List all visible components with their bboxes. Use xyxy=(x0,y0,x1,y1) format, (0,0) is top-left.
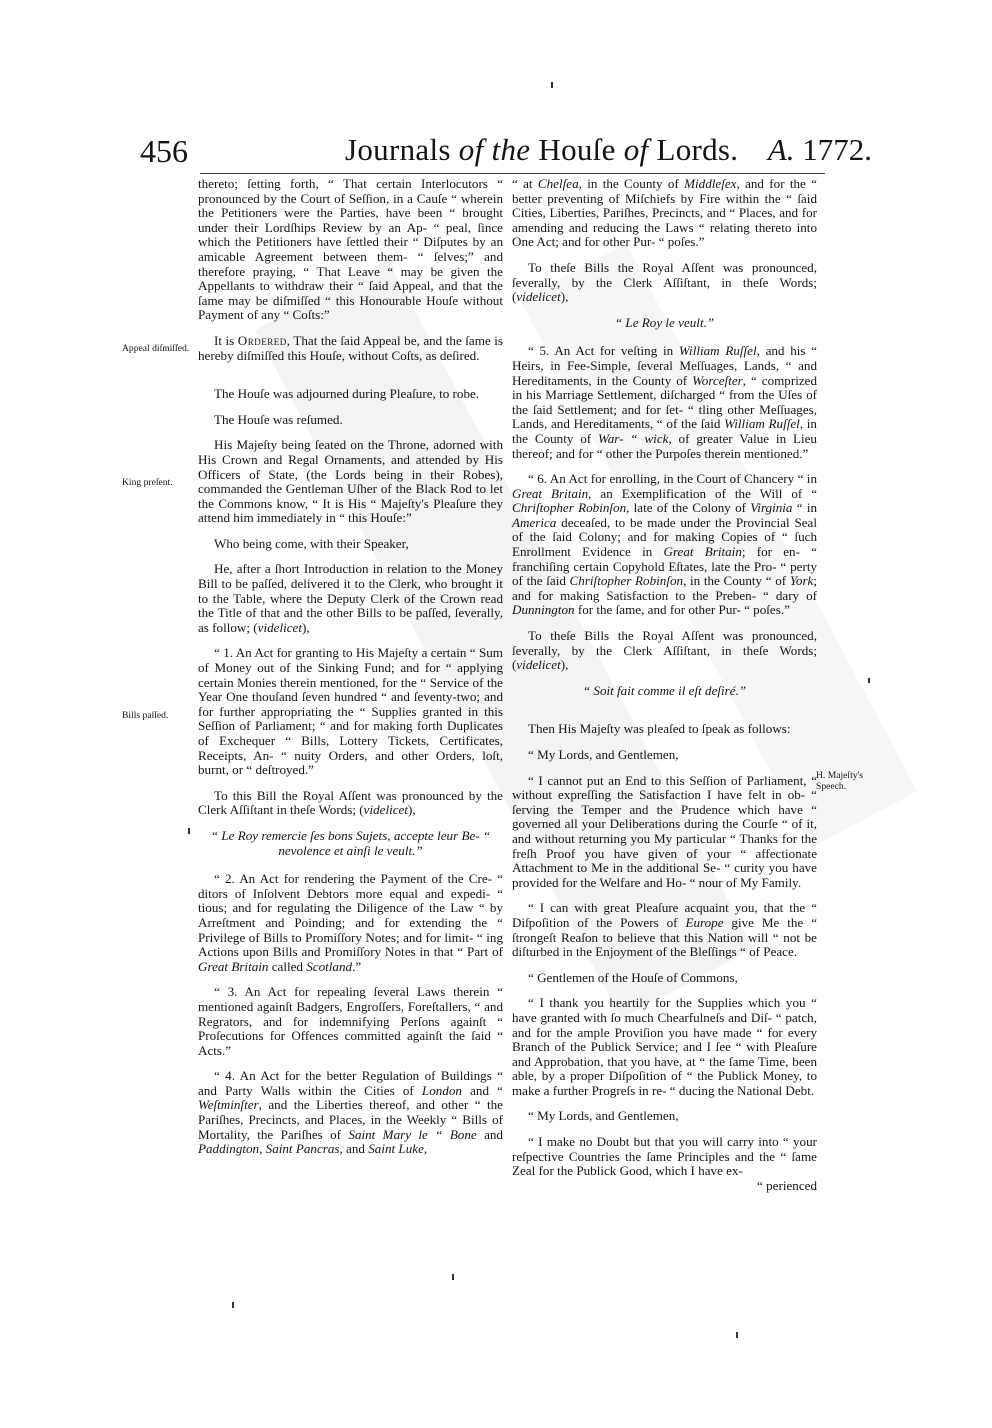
speech-salutation-1: “ My Lords, and Gentlemen, xyxy=(528,747,679,762)
margin-note-bills-passed: Bills paſſed. xyxy=(122,710,169,721)
margin-note-king-present: King preſent. xyxy=(122,477,173,488)
right-column xyxy=(512,177,817,1193)
paper-speck xyxy=(736,1332,738,1338)
paper-speck xyxy=(188,828,190,834)
page-number: 456 xyxy=(140,133,188,169)
king-present-paragraph: His Majeſty being ſeated on the Throne, adorned with His Crown and Regal Ornaments, and attended by His Officers of State, (the Lords being in their Robes), commanded the Gentleman Uſher of the Black Rod to let the Commons know, “ It is His “ Majeſty's Pleaſure they attend him immediately in “ this Houſe:” xyxy=(198,437,503,526)
paper-speck xyxy=(452,1274,454,1280)
appeal-order-paragraph: It is Ordered, That the ſaid Appeal be, and the ſame is hereby diſmiſſed this Houſe, without Coſts, as deſired. xyxy=(198,332,503,363)
bill-5-paragraph: “ 5. An Act for veſting in William Ruſſel, and his “ Heirs, in Fee-Simple, ſeveral Meſſuages, Lands, “ and Hereditaments, in the County of Worceſter, “ comprized in his Marriage Settlement, diſcharged “ from the Uſes of the ſaid Settlement; and for ſet- “ tling other Meſſuages, Lands, and Hereditaments, “ of the ſaid William Ruſſel, in the County of War- “ wick, of greater Value in Lieu thereof; and for “ other the Purpoſes therein mentioned.” xyxy=(512,343,818,461)
bill-4-paragraph: “ 4. An Act for the better Regulation of Buildings “ and Party Walls within the Cities of London and “ Weſtminſter, and the Liberties thereof, and other “ the Pariſhes, Precincts, and Places, in the Weekly “ Bills of Mortality, the Pariſhes of Saint Mary le “ Bone and Paddington, Saint Pancras, and Saint Luke, xyxy=(198,1068,503,1157)
resumed-paragraph: The Houſe was reſumed. xyxy=(214,411,343,427)
catchword: “ perienced xyxy=(757,1177,817,1193)
assent-formula-3: “ Soit fait comme il eſt deſiré.” xyxy=(582,682,747,698)
bill-6-paragraph: “ 6. An Act for enrolling, in the Court of Chancery “ in Great Britain, an Exemplification of the Will of “ Chriſtopher Robinſon, late of the Colony of Virginia “ in America deceaſed, to be made under the Provincial Seal of the ſaid Colony; and for making Copies of “ ſuch Enrollment Evidence in Great Britain; for en- “ franchiſing certain Copyhold Eſtates, late the Pro- “ perty of the ſaid Chriſtopher Robinſon, in the County “ of York; and for making Satisfaction to the Preben- “ dary of Dunnington for the ſame, and for other Pur- “ poſes.” xyxy=(512,471,818,618)
assent-1-paragraph: To this Bill the Royal Aſſent was pronounced by the Clerk Aſſiſtant in theſe Words; (videlicet), xyxy=(198,787,503,818)
assent-3-paragraph: To theſe Bills the Royal Aſſent was pronounced, ſeverally, by the Clerk Aſſiſtant, in theſe Words; (videlicet), xyxy=(512,628,817,673)
speech-salutation-3: “ My Lords, and Gentlemen, xyxy=(528,1108,679,1124)
petition-paragraph: thereto; ſetting forth, “ That certain Interlocutors “ pronounced by the Court of Seſſion, in a Cauſe “ wherein the Petitioners were the Parties, have been “ brought under their Lordſhips Review by an Ap- “ peal, ſince which the Petitioners have ſettled their “ Diſputes by an amicable Agreement between them- “ ſelves;” and therefore praying, “ That Leave “ may be given the Appellants to withdraw their “ ſaid Appeal, and that the ſame may be diſmiſſed “ this Honourable Houſe without Payment of any “ Coſts:” xyxy=(198,176,503,323)
header-rule xyxy=(200,173,825,174)
speech-paragraph-3: “ I thank you heartily for the Supplies which you “ have granted with ſo much Chearfulneſs and Diſ- “ patch, and for the ample Proviſion you have made “ for every Branch of the Publick Service; and I ſee “ with Pleaſure and Approbation, that you have, at “ the ſame Time, been able, by a proper Diſpoſition of “ the Publick Money, to make a further Progreſs in re- “ ducing the National Debt. xyxy=(512,995,817,1098)
margin-note-his-majestys-speech: H. Majeſty's Speech. xyxy=(816,770,864,792)
left-column xyxy=(198,177,503,1168)
assent-formula-2: “ Le Roy le veult.” xyxy=(614,314,715,330)
speech-paragraph-4: “ I make no Doubt but that you will carry into “ your reſpective Countries the ſame Principles and the “ ſame Zeal for the Publick Good, which I have ex- xyxy=(512,1134,817,1179)
introduction-paragraph: He, after a ſhort Introduction in relation to the Money Bill to be paſſed, delivered it to the Clerk, who brought it to the Table, where the Deputy Clerk of the Crown read the Title of that and the other Bills to be paſſed, ſeverally, as follow; (videlicet), xyxy=(198,561,503,635)
speech-paragraph-1: “ I cannot put an End to this Seſſion of Parliament, “ without expreſſing the Satisfaction I have felt in ob- “ ſerving the Temper and the Prudence which have “ governed all your Deliberations during the Courſe “ of it, and without returning you My particular “ Thanks for the freſh Proof you have given of your “ affectionate Attachment to Me in the additional Se- “ curity you have provided for the Welfare and Ho- “ nour of My Family. xyxy=(512,772,817,890)
bill-1-paragraph: “ 1. An Act for granting to His Majeſty a certain “ Sum of Money out of the Sinking Fund; and for “ applying certain Monies therein mentioned, for the “ Service of the Year One thouſand ſeven hundred “ and ſeventy-two; and for further appropriating the “ Supplies granted in this Seſſion of Parliament; “ and for making forth Duplicates of Exchequer “ Bills, Lottery Tickets, Certificates, Receipts, An- “ nuity Orders, and other Orders, loſt, burnt, or “ deſtroyed.” xyxy=(198,645,503,778)
bill-2-paragraph: “ 2. An Act for rendering the Payment of the Cre- “ ditors of Inſolvent Debtors more equal and expedi- “ tious; and for regulating the Diligence of the Law “ by Arreſtment and Poinding; and for extending the “ Privilege of Bills to Promiſſory Notes; and for limit- “ ing Actions upon Bills and Promiſſory Notes in that “ Part of Great Britain called Scotland.” xyxy=(198,871,503,974)
adjourned-paragraph: The Houſe was adjourned during Pleaſure, to robe. xyxy=(214,386,480,402)
speaker-paragraph: Who being come, with their Speaker, xyxy=(214,535,409,551)
speech-paragraph-2: “ I can with great Pleaſure acquaint you, that the “ Diſpoſition of the Powers of Europe give Me the “ ſtrongeſt Reaſon to believe that this Nation will “ not be diſturbed in the Enjoyment of the Bleſſings “ of Peace. xyxy=(512,900,818,960)
bill-4-continuation: “ at Chelſea, in the County of Middleſex, and for the “ better preventing of Miſchiefs by Fire within the “ ſaid Cities, Liberties, Pariſhes, Precincts, and “ Places, and for amending and reducing the Laws “ relating thereto into One Act; and for other Pur- “ poſes.” xyxy=(512,176,817,250)
paper-speck xyxy=(232,1302,234,1308)
speech-intro-paragraph: Then His Majeſty was pleaſed to ſpeak as follows: xyxy=(528,721,791,737)
paper-speck xyxy=(551,82,553,88)
margin-note-appeal-dismissed: Appeal diſmiſſed. xyxy=(122,343,190,354)
assent-formula-1: “ Le Roy remercie ſes bons Sujets, accepte leur Be- “ nevolence et ainſi le veult.” xyxy=(210,827,491,858)
speech-salutation-2: “ Gentlemen of the Houſe of Commons, xyxy=(528,969,738,985)
paper-speck xyxy=(868,678,870,683)
running-title: Journals of the Houſe of Lords. xyxy=(345,132,739,167)
year-heading: A. 1772. xyxy=(767,132,872,167)
bill-3-paragraph: “ 3. An Act for repealing ſeveral Laws therein “ mentioned againſt Badgers, Engroſſers, Foreſtallers, “ and Regrators, and for indemnifying Perſons againſt “ Proſecutions for Offences committed againſt the ſaid “ Acts.” xyxy=(198,984,503,1058)
assent-2-paragraph: To theſe Bills the Royal Aſſent was pronounced, ſeverally, by the Clerk Aſſiſtant, in theſe Words; (videlicet), xyxy=(512,259,817,305)
